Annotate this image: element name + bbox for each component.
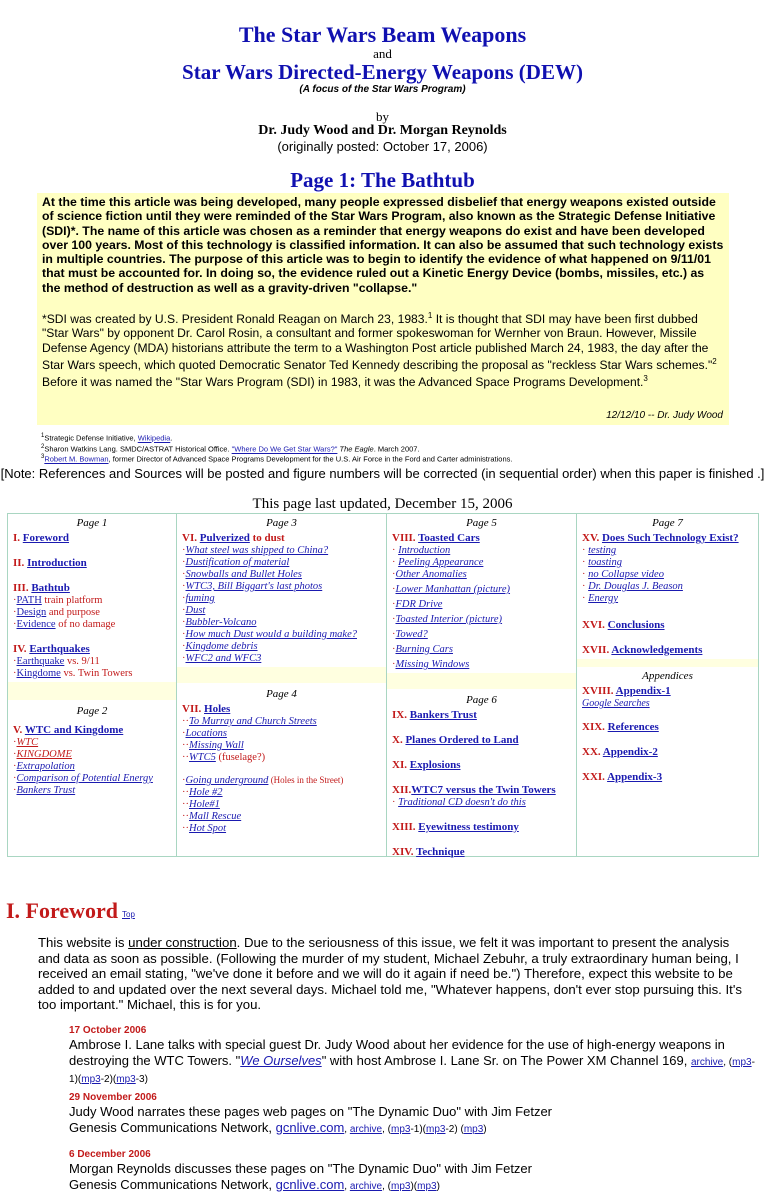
toc-item: ·Locations [182, 728, 227, 739]
intro-note-box [37, 193, 729, 425]
toc-item: ··To Murray and Church Streets [182, 716, 317, 727]
toc-appendix-3 [582, 771, 753, 784]
toc-planes [392, 734, 571, 747]
toc-link-holes[interactable]: Holes [204, 703, 231, 715]
toc-link[interactable]: Snowballs and Bullet Holes [185, 569, 302, 580]
toc-references [582, 721, 753, 734]
toc-page-4: Page 4 [266, 688, 297, 700]
note-signature: 12/12/10 -- Dr. Judy Wood [606, 410, 723, 421]
foreword-text-2: . Due to the seriousness of this issue, we felt it was important to present the analysis and data as soon as possible. (Following the murder of my student, Michael Zebuhr, a truly extraordinary human being, I received an email stating, "we've done it before and we will do it again if need be.") Therefore, expect this website to be added to and updated over the next several days. Michael told me, "Whatever happens, don't ever stop pursuing this. It's too important." Michael, this is for you. [38, 935, 742, 1012]
mp3-num: -1 [410, 1123, 420, 1135]
toc-link[interactable]: Dust [185, 605, 206, 616]
fn3-text: , former Director of Advanced Space Programs Development for the U.S. Air Force in the Ford and Carter administrations. [108, 454, 513, 464]
event-3-line-1: Morgan Reynolds discusses these pages on "The Dynamic Duo" with Jim Fetzer [69, 1161, 532, 1176]
toc-link-bankers-trust[interactable]: Bankers Trust [16, 785, 76, 796]
toc-link[interactable]: To Murray and Church Streets [189, 716, 317, 727]
toc-num: III. [13, 582, 29, 594]
fn2-end: . March 2007. [373, 444, 420, 454]
toc-link-appendix-3[interactable]: Appendix-3 [607, 771, 663, 783]
toc-link-acknowledgements[interactable]: Acknowledgements [611, 644, 703, 656]
fn3-link[interactable]: Robert M. Bowman [44, 454, 109, 464]
toc-col-1 [8, 514, 177, 856]
toc-link[interactable]: no Collapse video [588, 569, 664, 580]
toc-col-2 [177, 514, 387, 856]
toc-link-kingdome[interactable]: Kingdome [16, 668, 61, 679]
title-dew: Star Wars Directed-Energy Weapons (DEW) [182, 60, 583, 84]
toc-link[interactable]: FDR Drive [395, 599, 443, 610]
toc-num: XIII. [392, 821, 416, 833]
toc-link[interactable]: Energy [588, 593, 619, 604]
foreword-heading: I. Foreword [6, 898, 119, 923]
toc-link-planes[interactable]: Planes Ordered to Land [405, 734, 519, 746]
toc-wtc-kingdome [13, 724, 171, 737]
fn1-link[interactable]: Wikipedia [137, 433, 171, 443]
event-3-line-2: Genesis Communications Network, [69, 1176, 276, 1192]
toc-link-bathtub[interactable]: Bathtub [31, 582, 70, 594]
toc-page-2: Page 2 [76, 705, 108, 717]
mp3-num: -1 [69, 1056, 755, 1085]
toc-appendix-1 [582, 685, 753, 698]
toc-divider [387, 673, 576, 689]
event-1-mp3-link-2[interactable]: mp3 [81, 1074, 101, 1085]
fn1-end: . [170, 433, 173, 443]
toc-item: · toasting [582, 557, 622, 568]
toc-item: · Traditional CD doesn't do this [392, 797, 526, 808]
toc-num: VI. [182, 532, 197, 544]
title-and: and [373, 46, 392, 61]
toc-num: VIII. [392, 532, 416, 544]
toc-num: XIX. [582, 721, 605, 733]
toc-num: X. [392, 734, 403, 746]
toc-item: ·Bubbler-Volcano [182, 617, 257, 628]
toc-page-5: Page 5 [466, 517, 497, 529]
toc-link[interactable]: How much Dust would a building make? [185, 629, 357, 640]
toc-num: XII. [392, 784, 412, 796]
toc-item: ·Other Anomalies [392, 569, 467, 580]
references-note: [Note: References and Sources will be posted and figure numbers will be corrected (in sequential order) when this paper is finished .] [0, 466, 765, 481]
we-ourselves-link[interactable]: We Ourselves [240, 1052, 322, 1068]
toc-num: VII. [182, 703, 202, 715]
toc-link[interactable]: Hole #2 [189, 787, 223, 798]
toc-link-earthquake[interactable]: Earthquake [16, 656, 65, 667]
toc-num: XX. [582, 746, 601, 758]
event-2-archive-link[interactable]: archive [349, 1123, 383, 1135]
toc-item-rest: vs. Twin Towers [60, 668, 133, 679]
toc-divider [8, 682, 176, 700]
toc-item: ·Earthquake vs. 9/11 [13, 656, 100, 667]
toc-item: ·Kingdome debris [182, 641, 258, 652]
toc-link[interactable]: Bubbler-Volcano [185, 617, 257, 628]
event-1-archive-link[interactable]: archive [691, 1056, 724, 1068]
event-2-date: 29 November 2006 [69, 1092, 157, 1103]
toc-num: I. [13, 532, 21, 544]
toc-page-3: Page 3 [266, 517, 297, 529]
toc-col-4 [577, 514, 758, 856]
toc-link[interactable]: Introduction [398, 545, 451, 556]
toc-link-pulverized[interactable]: Pulverized [199, 532, 250, 544]
fn2-link[interactable]: "Where Do We Get Star Wars?" [231, 444, 338, 454]
event-1-mp3-link-1[interactable]: mp3 [732, 1056, 752, 1068]
toc-link-comparison[interactable]: Comparison of Potential Energy [16, 773, 153, 784]
toc-item: ·fuming [182, 593, 215, 604]
toc-link-references[interactable]: References [607, 721, 659, 733]
toc-bathtub [13, 582, 171, 595]
toc-num: XVII. [582, 644, 610, 656]
toc-holes [182, 703, 381, 716]
toc-item: ·Missing Windows [392, 659, 470, 670]
toc-link-toasted-cars[interactable]: Toasted Cars [418, 532, 480, 544]
toc-item: ·Going underground (Holes in the Street) [182, 775, 344, 786]
toc-page-1: Page 1 [76, 517, 108, 529]
toc-item: ·Towed? [392, 629, 428, 640]
toc-item: ·WTC3, Bill Biggart's last photos [182, 581, 323, 592]
toc-link[interactable]: WTC5 [189, 752, 216, 763]
toc-num: XVIII. [582, 685, 614, 697]
event-1-date: 17 October 2006 [69, 1025, 147, 1036]
toc-num: IX. [392, 709, 407, 721]
sup-3: 3 [643, 374, 648, 384]
sdi-text-2: It is thought that SDI may have been first dubbed "Star Wars" by opponent Dr. Carol Rosin, a consultant and former spokeswoman for Wernher von Braun. However, Missile Defense Agency (MDA) historians attribute the term to a Washington Post article published March 24, 1983, the day after the Star Wars speech, which quoted Democratic Senator Ted Kennedy describing the proposal as "reckless Star Wars schemes." [42, 312, 713, 373]
toc-link-earthquakes[interactable]: Earthquakes [29, 643, 90, 655]
toc-link[interactable]: Dustification of material [185, 557, 290, 568]
fn1-text: Strategic Defense Initiative, [44, 433, 138, 443]
toc-item: ·Snowballs and Bullet Holes [182, 569, 302, 580]
toc-item-rest: train platform [41, 595, 103, 606]
event-1: 17 October 2006 Ambrose I. Lane talks with special guest Dr. Judy Wood about her evidence for the use of high-energy weapons in destroying the WTC Towers. "We Ourselves" with host Ambrose I. Lane Sr. on The Power XM Channel 169, archive, (mp3-1)(mp3-2)(mp3-3) [69, 1024, 759, 1088]
toc-google-searches [582, 698, 753, 709]
last-updated: This page last updated, December 15, 2006 [252, 496, 513, 512]
toc-item-rest: (Holes in the Street) [268, 775, 344, 785]
toc-link-technique[interactable]: Technique [416, 846, 465, 858]
toc-num: XXI. [582, 771, 605, 783]
toc-item: ·Burning Cars [392, 644, 453, 655]
toc-num: IV. [13, 643, 27, 655]
toc-num: XIV. [392, 846, 414, 858]
table-of-contents [7, 513, 759, 857]
toc-item: ··Hole#1 [182, 799, 220, 810]
toc-link-wtc-kingdome[interactable]: WTC and Kingdome [24, 724, 124, 736]
toc-wtc7 [392, 784, 571, 797]
fn3-num: 3 [41, 454, 45, 460]
toc-link-introduction[interactable]: Introduction [27, 557, 87, 569]
toc-item: ·WFC2 and WFC3 [182, 653, 262, 664]
toc-item: ·Evidence of no damage [13, 619, 116, 630]
toc-link[interactable]: Dr. Douglas J. Beason [588, 581, 683, 592]
toc-link[interactable]: testing [588, 545, 617, 556]
event-3: 6 December 2006 Morgan Reynolds discusses these pages on "The Dynamic Duo" with Jim Fetzer Genesis Communications Network, gcnlive.com, archive, (mp3)(mp3) [69, 1148, 759, 1194]
event-1-text-2: " with host Ambrose I. Lane Sr. on The Power XM Channel 169, [321, 1052, 691, 1068]
toc-link[interactable]: Other Anomalies [395, 569, 467, 580]
event-2-mp3-link-1[interactable]: mp3 [390, 1123, 411, 1135]
toc-link-appendix-1[interactable]: Appendix-1 [615, 685, 671, 697]
toc-link[interactable]: toasting [588, 557, 622, 568]
toc-link[interactable]: Burning Cars [395, 644, 453, 655]
toc-item: · Energy [582, 593, 619, 604]
toc-link-appendix-2[interactable]: Appendix-2 [602, 746, 658, 758]
toc-item: · Peeling Appearance [392, 557, 484, 568]
toc-link[interactable]: fuming [185, 593, 215, 604]
toc-conclusions [582, 619, 753, 632]
toc-link-wtc7[interactable]: WTC7 versus the Twin Towers [411, 784, 556, 796]
event-3-mp3-link-1[interactable]: mp3 [390, 1180, 411, 1192]
toc-item-rest: vs. 9/11 [64, 656, 100, 667]
toc-link-underground[interactable]: Going underground [185, 775, 269, 786]
toc-link[interactable]: Missing Windows [395, 659, 470, 670]
toc-link[interactable]: Locations [185, 728, 227, 739]
toc-link[interactable]: What steel was shipped to China? [185, 545, 329, 556]
gcnlive-link[interactable]: gcnlive.com [275, 1119, 345, 1135]
toc-link-explosions[interactable]: Explosions [409, 759, 461, 771]
toc-appendix-2 [582, 746, 753, 759]
toc-link[interactable]: WFC2 and WFC3 [185, 653, 262, 664]
event-1-mp3-link-3[interactable]: mp3 [116, 1074, 136, 1085]
fn2-text: Sharon Watkins Lang. SMDC/ASTRAT Historical Office. [44, 444, 232, 454]
toc-item-rest: and purpose [46, 607, 100, 618]
authors: Dr. Judy Wood and Dr. Morgan Reynolds [258, 123, 507, 138]
toc-num: XI. [392, 759, 407, 771]
toc-item-rest: of no damage [55, 619, 116, 630]
subtitle-focus: (A focus of the Star Wars Program) [299, 84, 466, 95]
mp3-num: -2 [100, 1074, 110, 1085]
toc-link-kingdome-2[interactable]: KINGDOME [16, 749, 72, 760]
toc-link[interactable]: Mall Rescue [189, 811, 242, 822]
mp3-num: -3 [135, 1074, 145, 1085]
toc-link[interactable]: WTC3, Bill Biggart's last photos [185, 581, 323, 592]
toc-item: ·Toasted Interior (picture) [392, 614, 503, 625]
toc-item: ·Kingdome vs. Twin Towers [13, 668, 133, 679]
toc-earthquakes [13, 643, 171, 656]
toc-col-3 [387, 514, 577, 856]
toc-link-google-searches[interactable]: Google Searches [582, 698, 650, 709]
toc-num: XV. [582, 532, 600, 544]
toc-item: ·Extrapolation [13, 761, 75, 772]
toc-divider [177, 667, 386, 683]
toc-link[interactable]: Lower Manhattan (picture) [395, 584, 511, 595]
toc-link-path[interactable]: PATH [16, 595, 42, 606]
event-2-line-2: Genesis Communications Network, [69, 1119, 276, 1135]
event-3-date: 6 December 2006 [69, 1149, 151, 1160]
toc-divider [577, 659, 758, 667]
toc-link-conclusions[interactable]: Conclusions [607, 619, 665, 631]
top-link[interactable]: Top [122, 910, 135, 919]
toc-link-foreword[interactable]: Foreword [22, 532, 70, 544]
toc-link[interactable]: Hole#1 [189, 799, 220, 810]
toc-toasted-cars [392, 532, 571, 545]
toc-item: ··Hot Spot [182, 823, 227, 834]
toc-item: · testing [582, 545, 617, 556]
toc-num: V. [13, 724, 23, 736]
page-title: Page 1: The Bathtub [290, 168, 475, 192]
toc-item: ·Dust [182, 605, 206, 616]
toc-item: ·KINGDOME [13, 749, 72, 760]
under-construction: under construction [128, 935, 237, 950]
title-star-wars-beam-weapons: The Star Wars Beam Weapons [238, 22, 527, 47]
toc-item: ··WTC5 (fuselage?) [182, 752, 266, 763]
toc-page-6: Page 6 [466, 694, 497, 706]
toc-link-extrapolation[interactable]: Extrapolation [16, 761, 75, 772]
gcnlive-link-2[interactable]: gcnlive.com [275, 1176, 345, 1192]
toc-item: ·What steel was shipped to China? [182, 545, 329, 556]
toc-eyewitness [392, 821, 571, 834]
event-2-mp3-link-2[interactable]: mp3 [426, 1123, 446, 1135]
toc-item: ·PATH train platform [13, 595, 103, 606]
toc-item: ·Bankers Trust [13, 785, 76, 796]
toc-item: · no Collapse video [582, 569, 664, 580]
sup-1: 1 [427, 311, 433, 321]
fn2-pub: The Eagle [337, 444, 374, 454]
toc-item: ·Comparison of Potential Energy [13, 773, 153, 784]
toc-explosions [392, 759, 571, 772]
event-1-text: Ambrose I. Lane talks with special guest Dr. Judy Wood about her evidence for the use of high-energy weapons in destroying the WTC Towers. " [69, 1037, 725, 1068]
toc-technique [392, 846, 571, 859]
sdi-text-3: Before it was named the "Star Wars Program (SDI) in 1983, it was the Advanced Space Programs Development. [42, 375, 644, 390]
sdi-text-1: *SDI was created by U.S. President Ronald Reagan on March 23, 1983. [42, 312, 428, 327]
toc-item: · Introduction [392, 545, 451, 556]
event-3-mp3-link-2[interactable]: mp3 [417, 1180, 437, 1192]
toc-item: ··Hole #2 [182, 787, 223, 798]
intro-note-sdi [42, 309, 724, 390]
toc-pulverized [182, 532, 381, 545]
fn2-num: 2 [41, 444, 45, 450]
toc-link-design[interactable]: Design [16, 607, 47, 618]
toc-link[interactable]: Kingdome debris [185, 641, 258, 652]
toc-item: ··Mall Rescue [182, 811, 242, 822]
byline-by: by [376, 109, 389, 124]
toc-item: ·Lower Manhattan (picture) [392, 584, 511, 595]
toc-item-rest: (fuselage?) [215, 752, 266, 763]
intro-note-bold: At the time this article was being developed, many people expressed disbelief that energy weapons existed outside of science fiction until they were reminded of the Star Wars Program, also known as the Strategic Defense Initiative (SDI)*. The name of this article was chosen as a reminder that energy weapons do exist and have been developed over 100 years. Most of this technology is classified information. It can also be assumed that such technology exists in multiple countries. The purpose of this article was to begin to identify the evidence of what happened on 9/11/01 that must be accounted for. In doing so, the evidence ruled out a Kinetic Energy Device (bombs, missiles, etc.) as the method of destruction as well as a gravity-driven "collapse." [42, 195, 724, 295]
toc-link[interactable]: Towed? [395, 629, 428, 640]
toc-item: ·WTC [13, 737, 39, 748]
toc-link-evidence[interactable]: Evidence [16, 619, 56, 630]
toc-item: ·Design and purpose [13, 607, 100, 618]
foreword-body [38, 935, 753, 1013]
toc-foreword [13, 532, 171, 545]
toc-item: ·FDR Drive [392, 599, 443, 610]
toc-num: XVI. [582, 619, 605, 631]
sup-2: 2 [712, 357, 717, 366]
event-2-line-1: Judy Wood narrates these pages web pages on "The Dynamic Duo" with Jim Fetzer [69, 1104, 552, 1119]
foreword-text-1: This website is [38, 935, 129, 950]
toc-technology [582, 532, 753, 545]
event-2: 29 November 2006 Judy Wood narrates these pages web pages on "The Dynamic Duo" with Jim Fetzer Genesis Communications Network, gcnlive.com, archive, (mp3-1)(mp3-2) (mp3) [69, 1091, 759, 1137]
event-2-mp3-link-3[interactable]: mp3 [463, 1123, 484, 1135]
toc-item: ··Missing Wall [182, 740, 244, 751]
toc-item: ·How much Dust would a building make? [182, 629, 357, 640]
posted-date: (originally posted: October 17, 2006) [277, 139, 488, 154]
toc-item: · Dr. Douglas J. Beason [582, 581, 683, 592]
toc-item: ·Dustification of material [182, 557, 290, 568]
toc-link-technology[interactable]: Does Such Technology Exist? [601, 532, 739, 544]
toc-bankers-trust [392, 709, 571, 722]
footnote-3 [41, 452, 512, 465]
toc-link[interactable]: Peeling Appearance [398, 557, 484, 568]
event-3-archive-link[interactable]: archive [349, 1180, 383, 1192]
toc-appendices: Appendices [642, 670, 693, 682]
toc-link[interactable]: Missing Wall [189, 740, 244, 751]
fn1-num: 1 [41, 433, 45, 439]
toc-rest: to dust [249, 532, 285, 544]
toc-link-bankers[interactable]: Bankers Trust [409, 709, 477, 721]
toc-link-eyewitness[interactable]: Eyewitness testimony [418, 821, 519, 833]
toc-link[interactable]: Toasted Interior (picture) [395, 614, 503, 625]
toc-acknowledgements [582, 644, 753, 657]
toc-introduction [13, 557, 171, 570]
toc-num: II. [13, 557, 25, 569]
mp3-num: -2 [445, 1123, 455, 1135]
toc-link-wtc[interactable]: WTC [16, 737, 39, 748]
toc-link[interactable]: Hot Spot [189, 823, 227, 834]
toc-page-7: Page 7 [652, 517, 683, 529]
toc-link[interactable]: Traditional CD doesn't do this [398, 797, 526, 808]
